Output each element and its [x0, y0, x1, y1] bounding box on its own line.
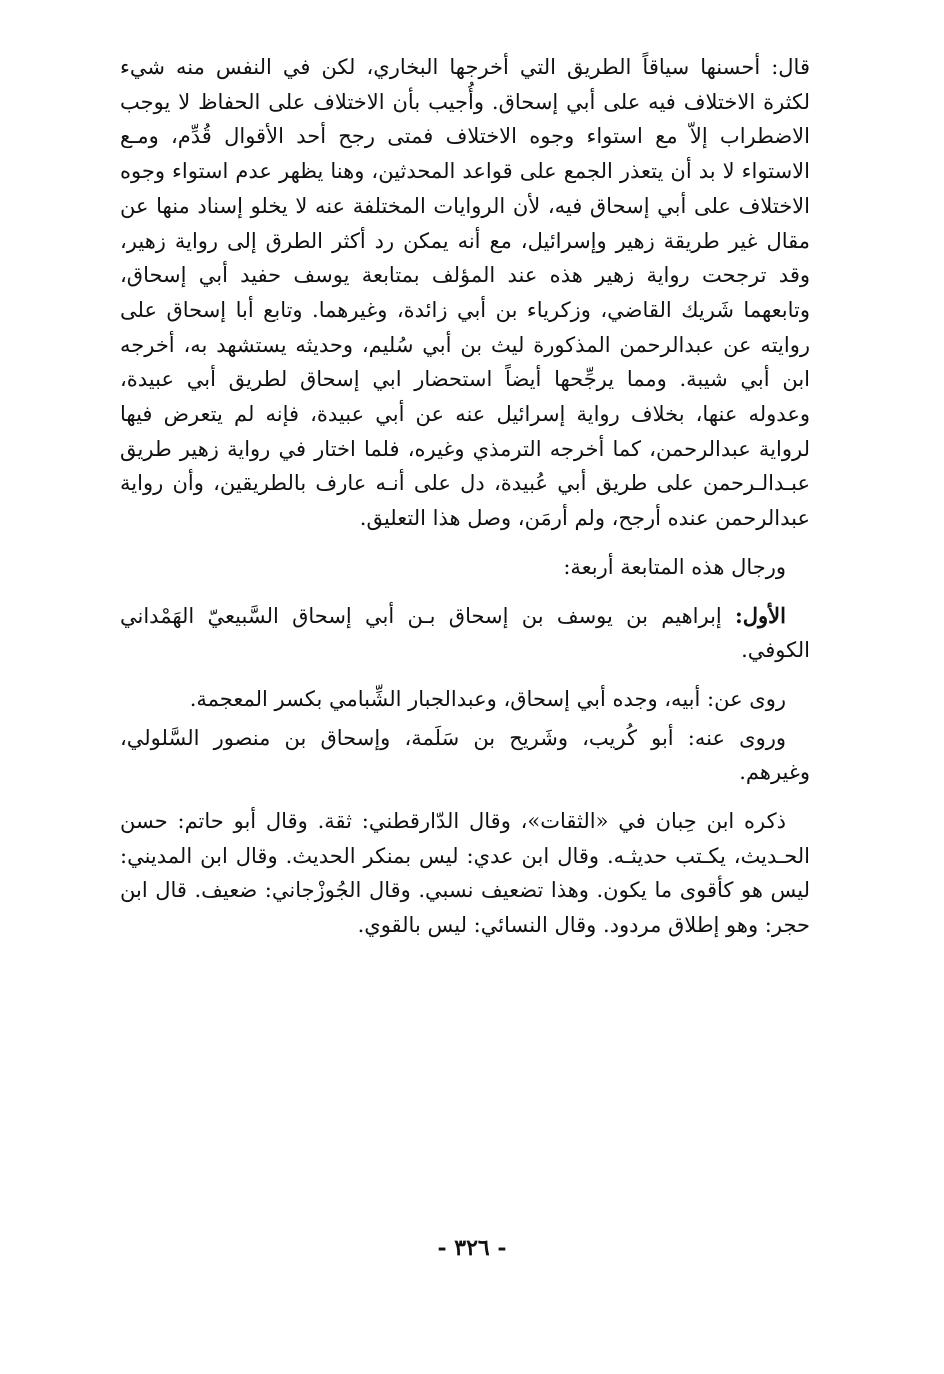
paragraph-narrated-by: وروى عنه: أبو كُريب، وشَريح بن سَلَمة، وإسحاق بن منصور السَّلولي، وغيرهم. — [120, 725, 810, 785]
paragraph-narrators-intro: ورجال هذه المتابعة أربعة: — [563, 554, 786, 579]
page-number: - ٣٢٦ - — [437, 1235, 507, 1261]
first-narrator-text: إبراهيم بن يوسف بن إسحاق بـن أبي إسحاق السَّبيعيّ الهَمْداني الكوفي. — [120, 603, 810, 663]
paragraph-commentary: قال: أحسنها سياقاً الطريق التي أخرجها البخاري، لكن في النفس منه شيء لكثرة الاختلاف فيه على أبي إسحاق. وأُجيب بأن الاختلاف على الحفاظ لا يوجب الاضطراب إلاّ مع استواء وجوه الاختلاف فمتى رجح أحد الأقوال قُدِّم، ومـع الاستواء لا بد أن يتعذر الجمع على قواعد المحدثين، وهنا يظهر عدم استواء وجوه الاختلاف على أبي إسحاق فيه، لأن الروايات المختلفة عنه لا يخلو إسناد منها عن مقال غير طريقة زهير وإسرائيل، مع أنه يمكن رد أكثر الطرق إلى رواية زهير، وقد ترجحت رواية زهير هذه عند المؤلف بمتابعة يوسف حفيد أبي إسحاق، وتابعهما شَريك القاضي، وزكرياء بن أبي زائدة، وغيرهما. وتابع أبا إسحاق على روايته عن عبدالرحمن المذكورة ليث بن أبي سُليم، وحديثه يستشهد به، أخرجه ابن أبي شيبة. ومما يرجِّحها أيضاً استحضار ابي إسحاق لطريق أبي عبيدة، وعدوله عنها، بخلاف رواية إسرائيل عنه عن أبي عبيدة، فإنه لم يتعرض فيها لرواية عبدالرحمن، كما أخرجه الترمذي وغيره، فلما اختار في رواية زهير طريق عبـدالـرحمن على طريق أبي عُبيدة، دل على أنـه عارف بالطريقين، وأن رواية عبدالرحمن عنده أرجح، ولم أرمَن، وصل هذا التعليق. — [120, 55, 811, 531]
paragraph-grading: ذكره ابن حِبان في «الثقات»، وقال الدّارقطني: ثقة. وقال أبو حاتم: حسن الحـديث، يكـتب حديثـه. وقال ابن عدي: ليس بمنكر الحديث. وقال ابن المديني: ليس هو كأقوى ما يكون. وهذا تضعيف نسبي. وقال الجُوزْجاني: ضعيف. قال ابن حجر: وهو إطلاق مردود. وقال النسائي: ليس بالقوي. — [120, 809, 810, 938]
page-body — [120, 50, 810, 943]
paragraph-narrated-from: روى عن: أبيه، وجده أبي إسحاق، وعبدالجبار الشِّبامي بكسر المعجمة. — [189, 686, 786, 711]
first-narrator-label: الأول: — [735, 602, 786, 628]
paragraph-first-narrator — [120, 599, 810, 668]
